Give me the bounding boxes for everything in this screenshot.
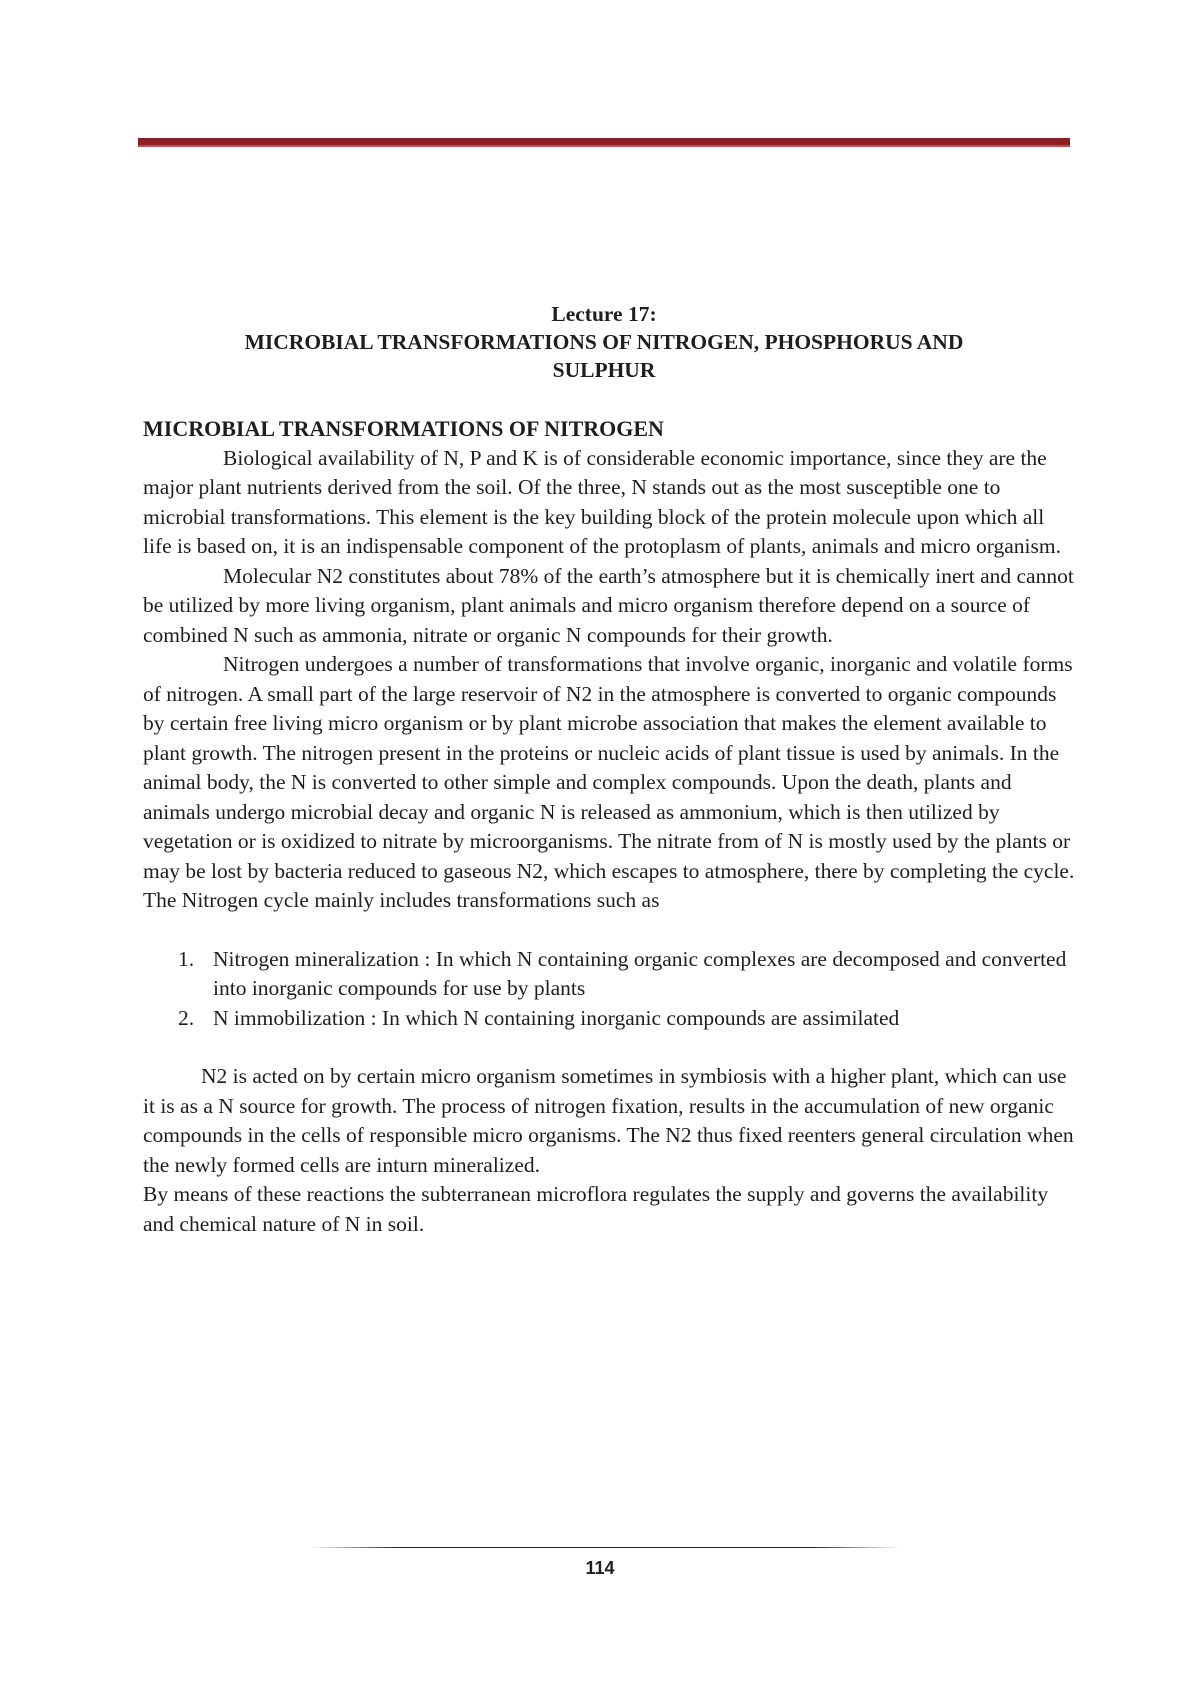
page-body — [143, 414, 1078, 1239]
list-item — [178, 945, 1078, 1004]
lecture-title — [138, 300, 1070, 384]
paragraph-availability: Biological availability of N, P and K is of considerable economic importance, since they are the major plant nutrients derived from the soil. Of the three, N stands out as the most susceptible one to microbial transformations. This element is the key building block of the protein molecule upon which all life is based on, it is an indispensable component of the protoplasm of plants, animals and micro organism. — [143, 445, 1061, 558]
lecture-title-line-2: SULPHUR — [552, 358, 656, 382]
paragraph-nitrogen-cycle: Nitrogen undergoes a number of transformations that involve organic, inorganic and volatile forms of nitrogen. A small part of the large reservoir of N2 in the atmosphere is converted to organic compounds by certain free living micro organism or by plant microbe association that makes the element available to plant growth. The nitrogen present in the proteins or nucleic acids of plant tissue is used by animals. In the animal body, the N is converted to other simple and complex compounds. Upon the death, plants and animals undergo microbial decay and organic N is released as ammonium, which is then utilized by vegetation or is oxidized to nitrate by microorganisms. The nitrate from of N is mostly used by the plants or may be lost by bacteria reduced to gaseous N2, which escapes to atmosphere, there by completing the cycle. The Nitrogen cycle mainly includes transformations such as — [143, 652, 1075, 912]
lecture-number: Lecture 17: — [551, 302, 657, 326]
list-item-text: Nitrogen mineralization : In which N containing organic complexes are decomposed and converted into inorganic compounds for use by plants — [213, 946, 1067, 1000]
paragraph-nitrogen-fixation: N2 is acted on by certain micro organism sometimes in symbiosis with a higher plant, which can use it is as a N source for growth. The process of nitrogen fixation, results in the accumulation of new organic compounds in the cells of responsible micro organisms. The N2 thus fixed reenters general circulation when the newly formed cells are inturn mineralized. — [143, 1064, 1074, 1177]
section-heading: MICROBIAL TRANSFORMATIONS OF NITROGEN — [143, 416, 664, 441]
lecture-title-line-1: MICROBIAL TRANSFORMATIONS OF NITROGEN, PHOSPHORUS AND — [244, 330, 964, 354]
transformations-list — [143, 945, 1078, 1034]
list-item — [178, 1004, 1078, 1034]
list-item-text: N immobilization : In which N containing inorganic compounds are assimilated — [213, 1005, 900, 1030]
paragraph-molecular-n2: Molecular N2 constitutes about 78% of the earth’s atmosphere but it is chemically inert and cannot be utilized by more living organism, plant animals and micro organism therefore depend on a source of combined N such as ammonia, nitrate or organic N compounds for their growth. — [143, 563, 1074, 647]
paragraph-closing: By means of these reactions the subterranean microflora regulates the supply and governs the availability and chemical nature of N in soil. — [143, 1182, 1049, 1236]
list-item-number: 1. — [178, 946, 195, 971]
page-number: 114 — [585, 1558, 615, 1578]
header-rule — [138, 138, 1070, 147]
list-item-number: 2. — [178, 1005, 195, 1030]
footer-rule — [310, 1547, 900, 1548]
